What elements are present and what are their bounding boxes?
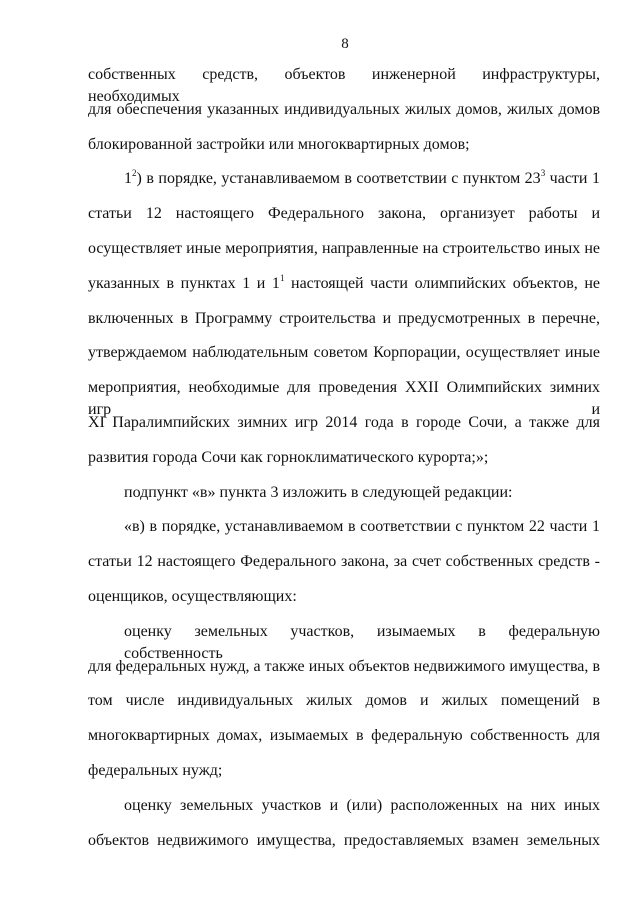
text-segment: части 1 [545,170,600,188]
text-segment: федеральных нужд; [88,761,223,779]
text-line [88,412,600,447]
text-line [88,273,600,308]
text-segment: для обеспечения указанных индивидуальных жилых домов, жилых домов [88,100,600,118]
text-line [88,586,600,621]
text-segment: оценку земельных участков, изымаемых в федеральную собственность [124,622,600,662]
text-segment: для федеральных нужд, а также иных объектов недвижимого имущества, в [88,657,600,675]
text-segment: объектов недвижимого имущества, предоставляемых взамен земельных [88,831,600,849]
text-segment: «в) в порядке, устанавливаемом в соответствии с пунктом 22 части 1 [124,518,600,536]
text-line [88,795,600,830]
text-line [88,482,600,517]
text-line [88,656,600,691]
text-segment: оценку земельных участков и (или) расположенных на них иных [124,796,600,814]
text-line [88,621,600,662]
text-segment: настоящей части олимпийских объектов, не [284,274,601,292]
text-segment: блокированной застройки или многоквартирных домов; [88,135,470,153]
page-number: 8 [341,36,349,52]
text-segment: мероприятия, необходимые для проведения XXII Олимпийских зимних игр и [88,379,600,419]
text-segment: осуществляет иные мероприятия, направленные на строительство иных не [88,239,600,257]
text-segment: статьи 12 настоящего Федерального закона, за счет собственных средств - [88,553,600,571]
text-segment: многоквартирных домах, изымаемых в федеральную собственность для [88,727,600,745]
text-segment: собственных средств, объектов инженерной инфраструктуры, необходимых [88,66,600,105]
text-segment: ) в порядке, устанавливаемом в соответствии с пунктом 23 [136,170,541,188]
text-line [88,168,600,203]
text-line [88,516,600,551]
text-segment: оценщиков, осуществляющих: [88,587,297,605]
text-segment: статьи 12 настоящего Федерального закона, организует работы и [88,205,600,223]
text-line [88,342,600,377]
superscript: 2 [132,168,137,179]
text-line [88,64,600,105]
text-line [88,690,600,725]
text-segment: развития города Сочи как горноклиматического курорта;»; [88,448,489,466]
text-line [88,760,600,795]
text-segment: том числе индивидуальных жилых домов и жилых помещений в [88,692,600,710]
text-segment: XI Паралимпийских зимних игр 2014 года в городе Сочи, а также для [88,413,600,431]
document-body [88,64,600,864]
text-line [88,551,600,586]
superscript: 1 [279,272,285,283]
text-line [88,134,600,169]
text-segment: утверждаемом наблюдательным советом Корпорации, осуществляет иные [88,344,600,362]
text-segment: 1 [124,170,132,188]
text-line [88,238,600,273]
text-segment: подпункт «в» пункта 3 изложить в следующей редакции: [124,483,513,501]
text-line [88,830,600,865]
text-line [88,725,600,760]
text-line [88,99,600,134]
text-line [88,447,600,482]
superscript: 3 [540,168,546,179]
text-line [88,203,600,238]
text-line [88,308,600,343]
text-line [88,377,600,419]
text-segment: включенных в Программу строительства и предусмотренных в перечне, [88,309,600,327]
text-segment: указанных в пунктах 1 и 1 [88,274,280,292]
